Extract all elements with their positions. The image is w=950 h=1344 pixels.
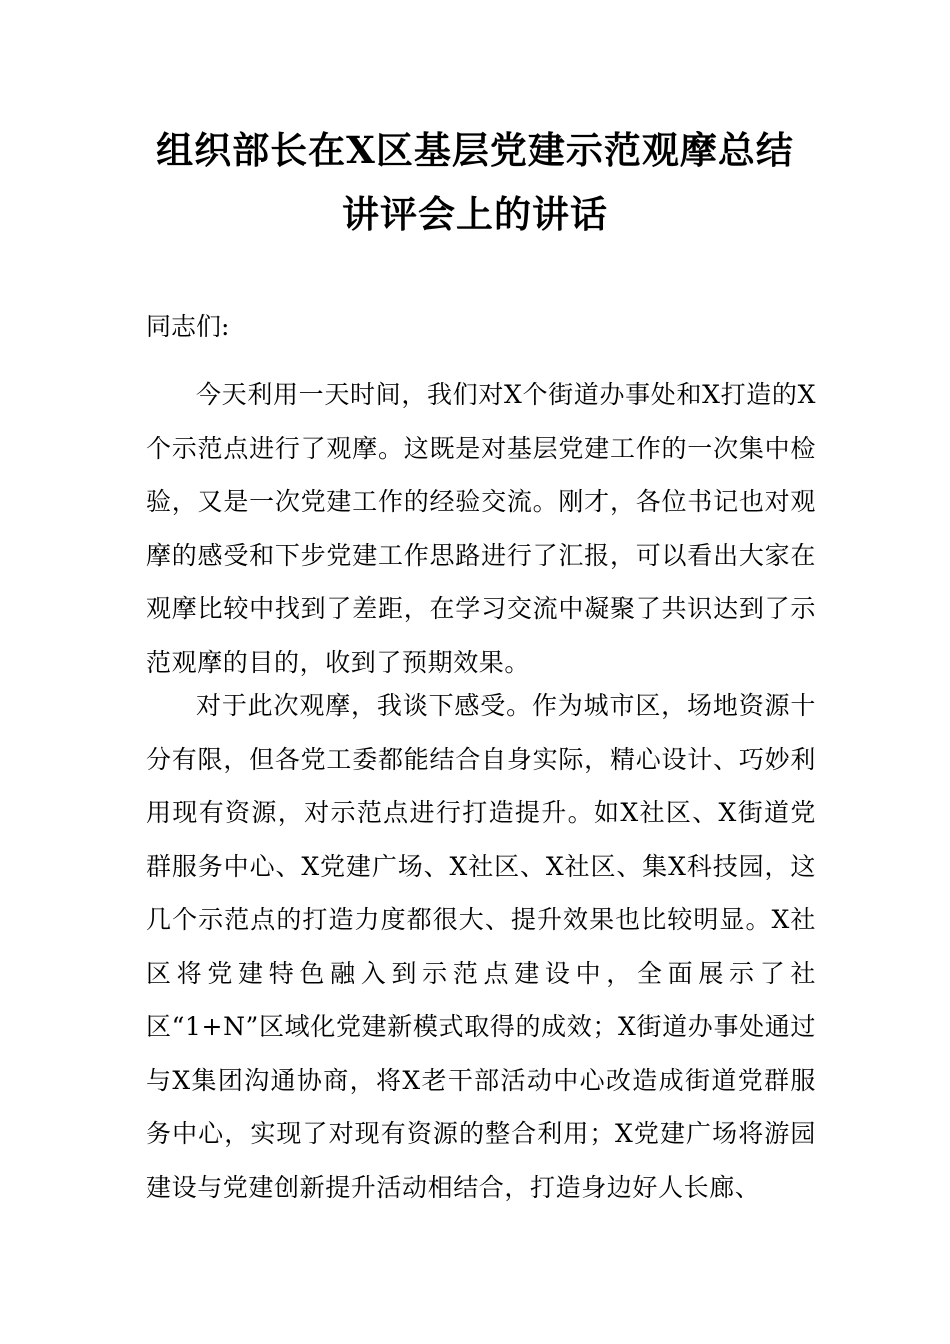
document-title-line-2: 讲评会上的讲话 bbox=[342, 192, 608, 236]
paragraph-2: 对于此次观摩，我谈下感受。作为城市区，场地资源十分有限，但各党工委都能结合自身实际，精心设计、巧妙利用现有资源，对示范点进行打造提升。如X社区、X街道党群服务中心、X党建广场、X社区、X社区、集X科技园，这几个示范点的打造力度都很大、提升效果也比较明显。X社区将党建特色融入到示范点建设中，全面展示了社区“1+N”区域化党建新模式取得的成效；X街道办事处通过与X集团沟通协商，将X老干部活动中心改造成街道党群服务中心，实现了对现有资源的整合利用；X党建广场将游园建设与党建创新提升活动相结合，打造身边好人长廊、 bbox=[146, 691, 816, 1202]
paragraph-1: 今天利用一天时间，我们对X个街道办事处和X打造的X个示范点进行了观摩。这既是对基层党建工作的一次集中检验，又是一次党建工作的经验交流。刚才，各位书记也对观摩的感受和下步党建工作思路进行了汇报，可以看出大家在观摩比较中找到了差距，在学习交流中凝聚了共识达到了示范观摩的目的，收到了预期效果。 bbox=[146, 380, 816, 677]
salutation: 同志们: bbox=[146, 312, 230, 341]
document-title-line-1: 组织部长在X区基层党建示范观摩总结 bbox=[156, 128, 794, 172]
